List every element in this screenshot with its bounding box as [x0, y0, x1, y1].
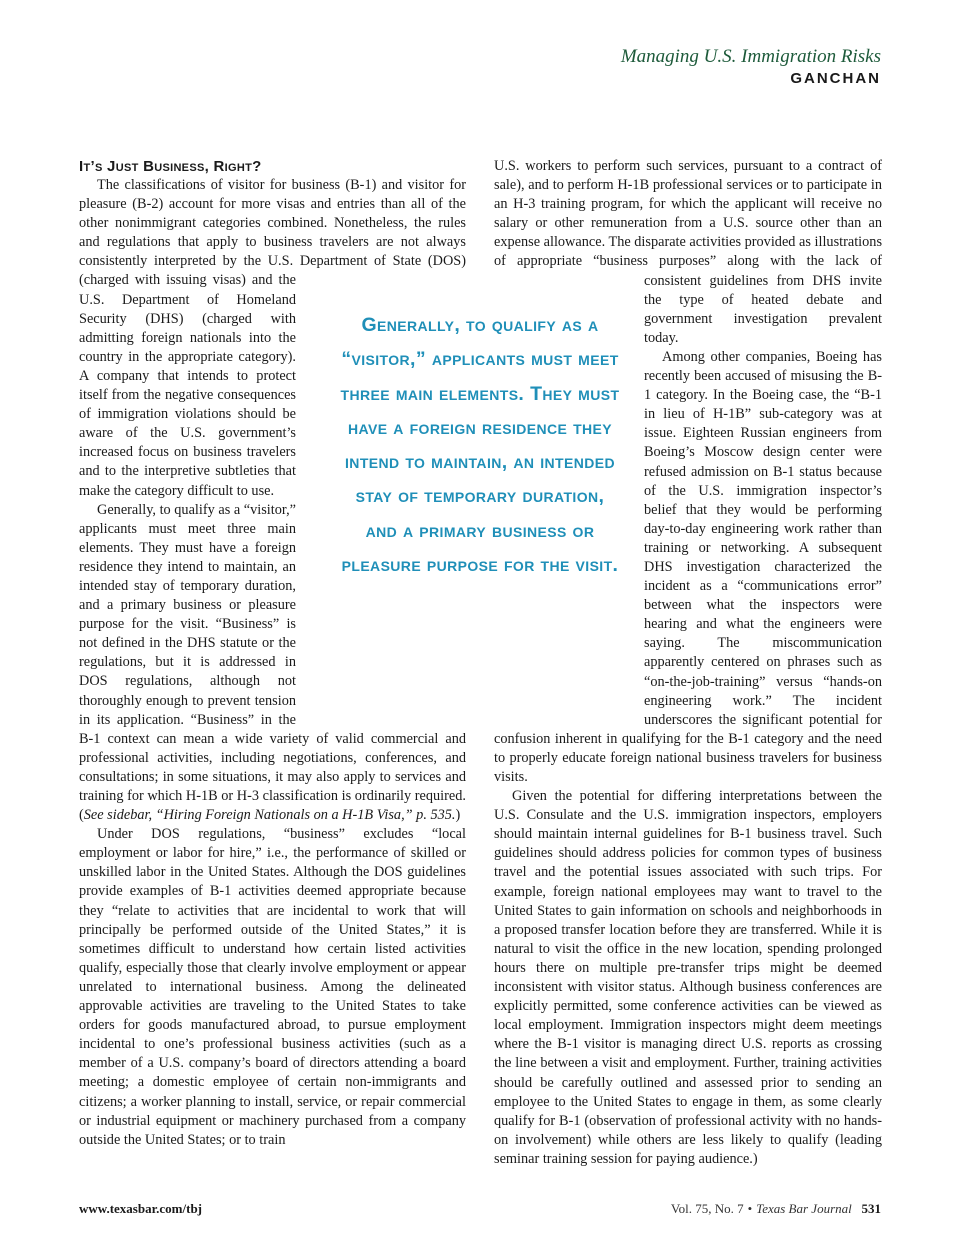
running-header [621, 44, 881, 88]
article-title: Managing U.S. Immigration Risks [620, 46, 881, 67]
sidebar-reference: See sidebar, “Hiring Foreign Nationals on a H-1B Visa,” p. 535. [83, 807, 456, 824]
right-paragraph-2: Among other companies, Boeing has recently been accused of misusing the B-1 category. In the Boeing case, the “B-1 in lieu of H-1B” sub-category was at issue. Eighteen Russian engineers from Boeing’s Moscow design center were refused admission on B-1 status because of the U.S. immigration inspector’s belief that they would be performing day-to-day engineering work rather than training or networking. A subsequent DHS investigation characterized the incident as a “communications error” between what the inspectors were hearing and what the engineers were saying. The miscommunication apparently centered on phrases such as “on-the-job-training” versus “hands-on engineering work.” The incident underscores the significant potential for confusion inherent in qualifying for the B-1 category and the need to properly educate foreign national business travelers for business visits. [494, 348, 882, 785]
left-paragraph-2: Generally, to qualify as a “visitor,” applicants must meet three main elements. They must have a foreign residence they intend to maintain, an intended stay of temporary duration, and a primary business or pleasure purpose for the visit. “Business” is not defined in the DHS statute or the regulations, but it is addressed in DOS regulations, although not thoroughly enough to prevent tension in its application. “Business” in the B-1 context can mean a wide variety of valid commercial and professional activities, including negotiations, conferences, and consultations; in some situations, it may also apply to services and training for which H-1B or H-3 classification is ordinarily required. (See sidebar, “Hiring Foreign Nationals on a H-1B Visa,” p. 535.) [79, 501, 466, 824]
author-name: GANCHAN [790, 70, 881, 87]
pullquote: Generally, to qualify as a “visitor,” applicants must meet three main elements. They must have a foreign residence they intend to maintain, an intended stay of temporary duration, and a primary business or pleasure purpose for the visit. [340, 314, 620, 577]
left-column [79, 157, 466, 1150]
journal-name: Texas Bar Journal [756, 1201, 852, 1216]
left-paragraph-3: Under DOS regulations, “business” excludes “local employment or labor for hire,” i.e., the performance of skilled or unskilled labor in the United States. Although the DOS guidelines provide examples of B-1 activities deemed appropriate because they “relate to activities that are incidental to work that will principally be performed outside of the United States,” it is sometimes difficult to understand how certain listed activities qualify, especially those that clearly involve employment or appear unrelated to international business. Among the delineated approvable activities are traveling to the United States to take orders for goods manufactured abroad, to pursue employment incidental to one’s professional business activities (such as a member of a U.S. company’s board of directors attending a board meeting; a domestic employee of certain non-immigrants and citizens; a worker planning to install, service, or repair commercial or industrial equipment or machinery purchased from a company outside the United States; or to train [79, 826, 466, 1148]
page-number: 531 [861, 1201, 881, 1216]
section-heading: It’s Just Business, Right? [79, 158, 262, 175]
footer-url: www.texasbar.com/tbj [79, 1201, 203, 1216]
footer-citation [671, 1201, 881, 1217]
right-paragraph-1: U.S. workers to perform such services, pursuant to a contract of sale), and to perform H-1B professional services or to participate in an H-3 training program, for which the applicant will receive no salary or other remuneration from a U.S. source other than an expense allowance. The disparate activities provided as illustrations of appropriate “business purposes” along with the lack of consistent guidelines from DHS invite the type of heated debate and government investigation prevalent today. [494, 158, 883, 346]
left-paragraph-1: The classifications of visitor for business (B-1) and visitor for pleasure (B-2) account for more visas and entries than all of the other nonimmigrant categories combined. Nonetheless, the rules and regulations that apply to business travelers are not always consistently interpreted by the U.S. Department of State (DOS) (charged with issuing visas) and the U.S. Department of Homeland Security (DHS) (charged with admitting foreign nationals into the country in the appropriate category). A company that intends to protect itself from the negative consequences of immigration violations should be aware of the U.S. government’s increased focus on business travelers and to the interpretive subtleties that make the category difficult to use. [79, 177, 466, 499]
right-paragraph-3: Given the potential for differing interpretations between the U.S. Consulate and the U.S. immigration inspectors, employers should maintain internal guidelines for B-1 business travel. Such guidelines should address policies for common types of business travel and the potential issues associated with such trips. For example, foreign national employees may want to travel to the United States to gain information on schools and neighborhoods in a proposed transfer location before they are transferred. While it is natural to visit the office in the new location, spending prolonged hours there on multiple pre-transfer trips might be deemed inconsistent with visitor status. Although business conferences are explicitly permitted, some conference activities can be viewed as local employment. Immigration inspectors might deem meetings where the B-1 visitor is managing direct U.S. reports as crossing the line between a visit and employment. Further, training activities should be carefully outlined and assessed prior to sending an employee to the United States to engage in them, as some clearly qualify for B-1 (observation of professional activity with no hands-on involvement) while others are less likely to qualify (leading seminar training session for paying audience.) [494, 788, 882, 1167]
footer-bullet: • [747, 1201, 753, 1216]
volume-issue: Vol. 75, No. 7 [670, 1201, 744, 1216]
